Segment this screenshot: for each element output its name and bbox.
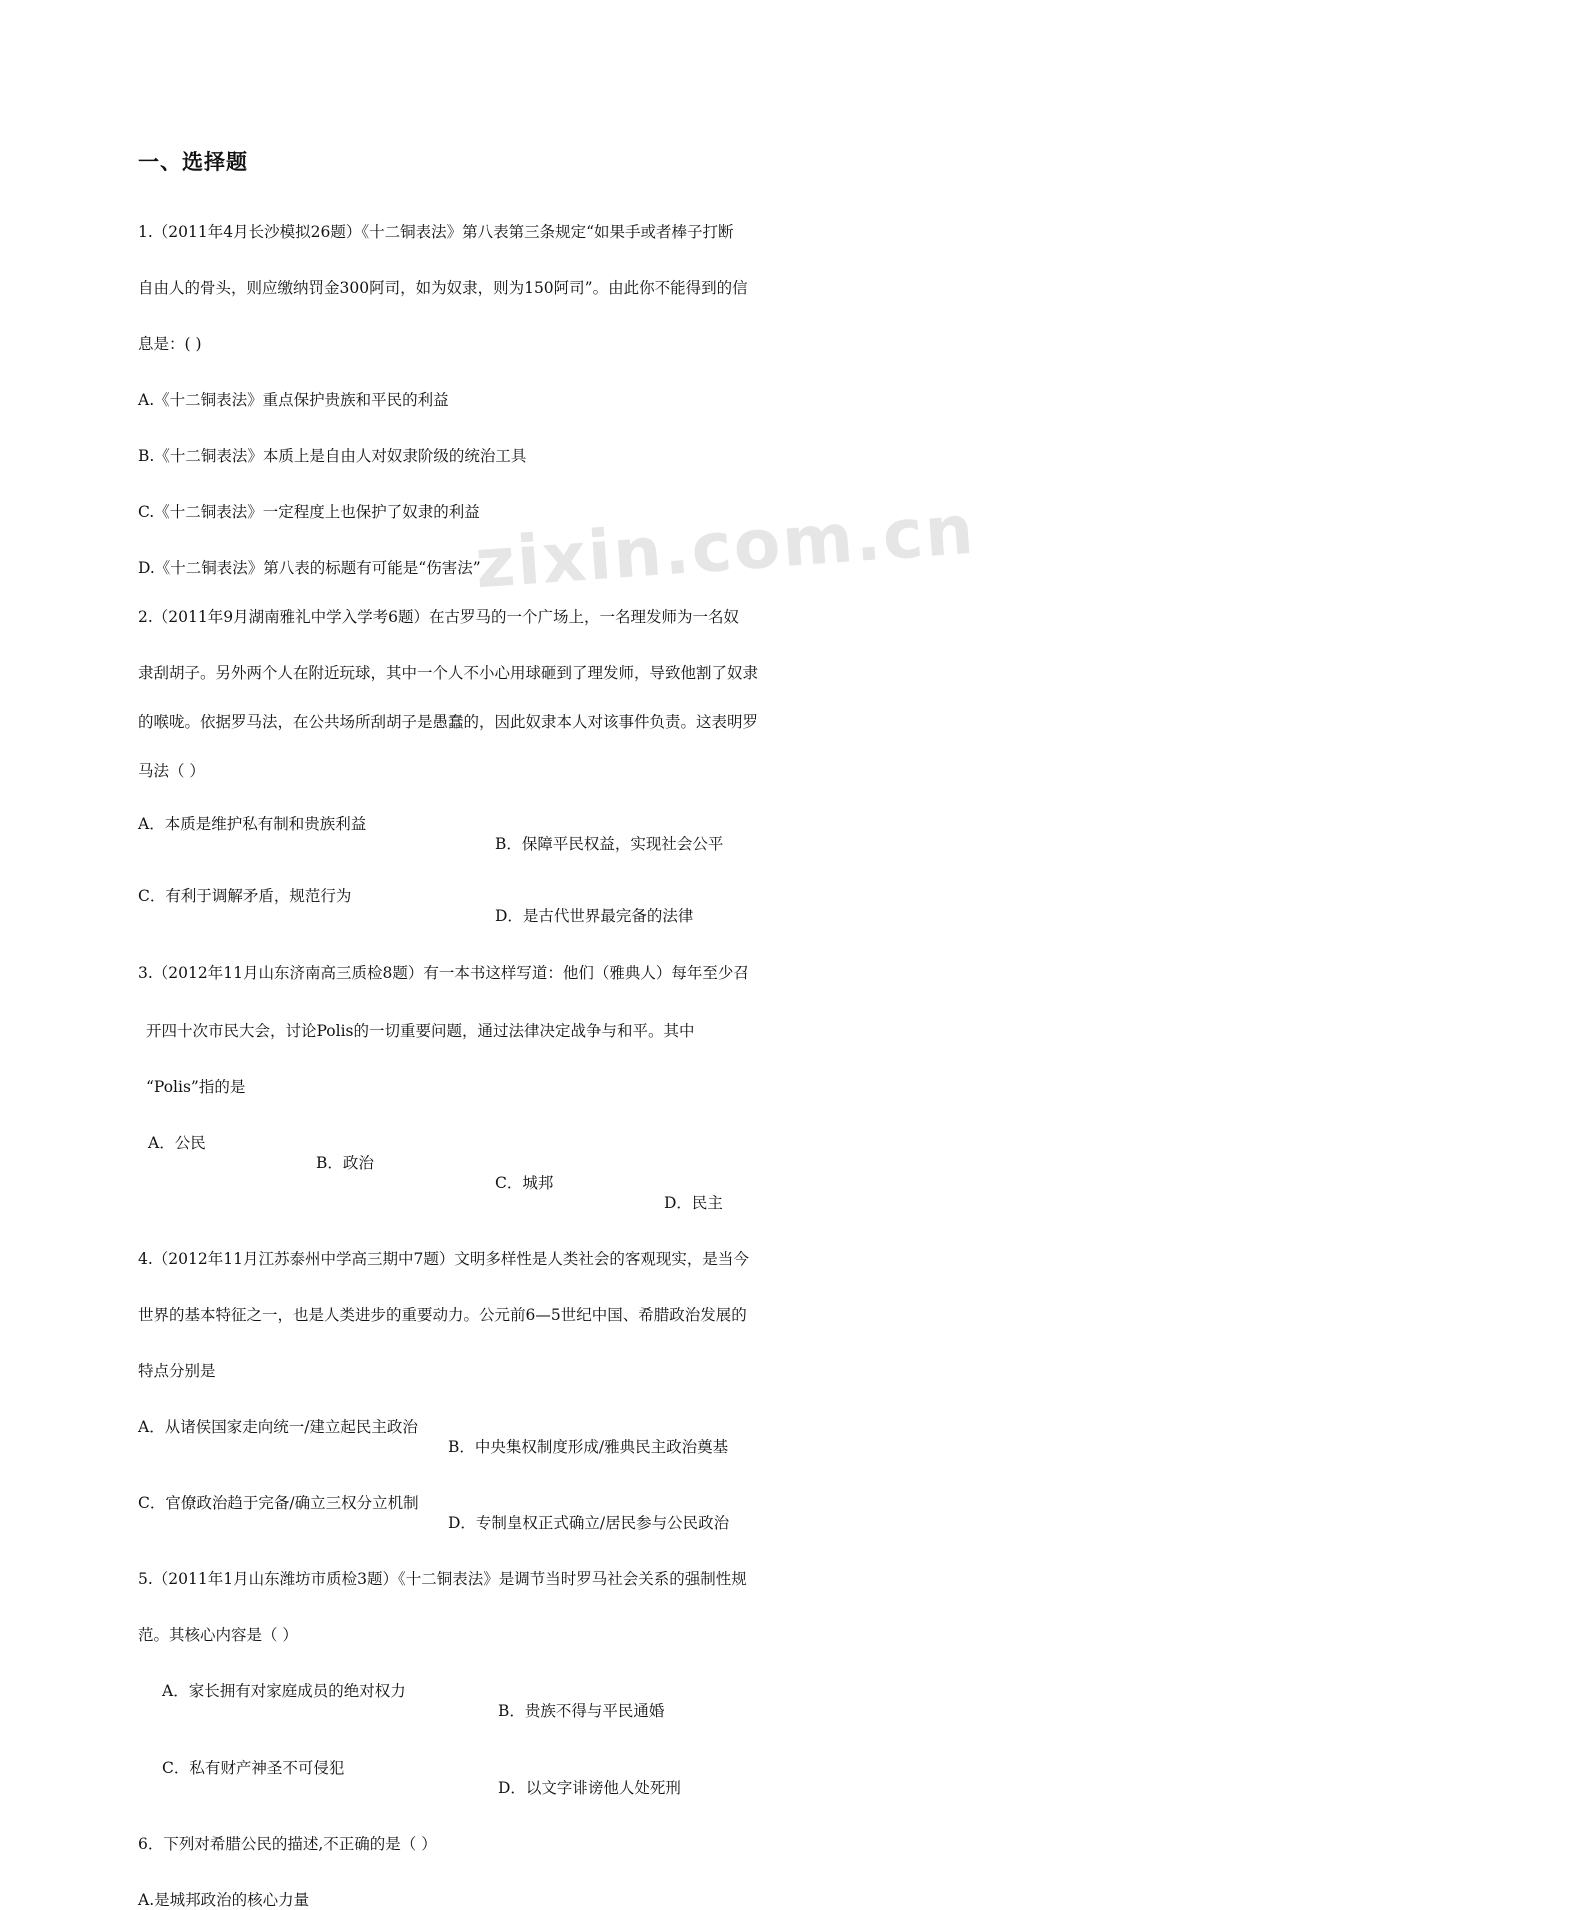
q1-option-d: D.《十二铜表法》第八表的标题有可能是“伤害法” xyxy=(138,559,481,577)
q2-option-b: B．保障平民权益，实现社会公平 xyxy=(495,835,724,853)
q2-stem-line-3: 的喉咙。依据罗马法，在公共场所刮胡子是愚蠢的，因此奴隶本人对该事件负责。这表明罗 xyxy=(138,713,759,731)
q4-stem-line-2: 世界的基本特征之一，也是人类进步的重要动力。公元前6—5世纪中国、希腊政治发展的 xyxy=(138,1306,747,1324)
q6-stem-line-1: 6．下列对希腊公民的描述,不正确的是（ ） xyxy=(138,1835,437,1853)
q1-stem-line-2: 自由人的骨头，则应缴纳罚金300阿司，如为奴隶，则为150阿司”。由此你不能得到的信 xyxy=(138,279,748,297)
q2-option-a: A．本质是维护私有制和贵族利益 xyxy=(138,815,367,833)
q2-stem-line-2: 隶刮胡子。另外两个人在附近玩球，其中一个人不小心用球砸到了理发师，导致他割了奴隶 xyxy=(138,664,759,682)
q4-stem-line-1: 4.（2012年11月江苏泰州中学高三期中7题）文明多样性是人类社会的客观现实，是当今 xyxy=(138,1250,749,1268)
watermark-text: zixin.com.cn xyxy=(472,490,978,605)
q4-stem-line-3: 特点分别是 xyxy=(138,1362,216,1380)
q4-option-a: A．从诸侯国家走向统一/建立起民主政治 xyxy=(138,1418,418,1436)
q1-option-c: C.《十二铜表法》一定程度上也保护了奴隶的利益 xyxy=(138,503,480,521)
q5-stem-line-1: 5.（2011年1月山东潍坊市质检3题）《十二铜表法》是调节当时罗马社会关系的强制性规 xyxy=(138,1570,747,1588)
q3-stem-line-1: 3.（2012年11月山东济南高三质检8题）有一本书这样写道：他们（雅典人）每年至少召 xyxy=(138,964,749,982)
section-title: 一、选择题 xyxy=(138,150,248,174)
q1-stem-line-1: 1.（2011年4月长沙模拟26题）《十二铜表法》第八表第三条规定“如果手或者棒子打断 xyxy=(138,223,734,241)
q5-stem-line-2: 范。其核心内容是（ ） xyxy=(138,1626,298,1644)
q6-option-a: A.是城邦政治的核心力量 xyxy=(138,1891,310,1909)
q3-option-a: A．公民 xyxy=(148,1134,206,1152)
q2-option-c: C．有利于调解矛盾，规范行为 xyxy=(138,887,352,905)
q4-option-d: D．专制皇权正式确立/居民参与公民政治 xyxy=(448,1514,730,1532)
q5-option-a: A．家长拥有对家庭成员的绝对权力 xyxy=(162,1682,406,1700)
q2-option-d: D．是古代世界最完备的法律 xyxy=(495,907,694,925)
q4-option-c: C．官僚政治趋于完备/确立三权分立机制 xyxy=(138,1494,419,1512)
q3-option-c: C．城邦 xyxy=(495,1174,554,1192)
q3-stem-line-2: 开四十次市民大会，讨论Polis的一切重要问题，通过法律决定战争与和平。其中 xyxy=(146,1022,695,1040)
q5-option-d: D．以文字诽谤他人处死刑 xyxy=(498,1779,681,1797)
q2-stem-line-1: 2.（2011年9月湖南雅礼中学入学考6题）在古罗马的一个广场上，一名理发师为一名奴 xyxy=(138,608,739,626)
q3-option-d: D．民主 xyxy=(664,1194,723,1212)
q1-option-a: A.《十二铜表法》重点保护贵族和平民的利益 xyxy=(138,391,449,409)
q3-option-b: B．政治 xyxy=(316,1154,374,1172)
q5-option-c: C．私有财产神圣不可侵犯 xyxy=(162,1759,345,1777)
q5-option-b: B．贵族不得与平民通婚 xyxy=(498,1702,665,1720)
q1-option-b: B.《十二铜表法》本质上是自由人对奴隶阶级的统治工具 xyxy=(138,447,527,465)
q3-stem-line-3: “Polis”指的是 xyxy=(146,1078,246,1096)
q2-stem-line-4: 马法（ ） xyxy=(138,762,205,780)
q1-stem-line-3: 息是：( ) xyxy=(138,335,202,353)
q4-option-b: B．中央集权制度形成/雅典民主政治奠基 xyxy=(448,1438,729,1456)
